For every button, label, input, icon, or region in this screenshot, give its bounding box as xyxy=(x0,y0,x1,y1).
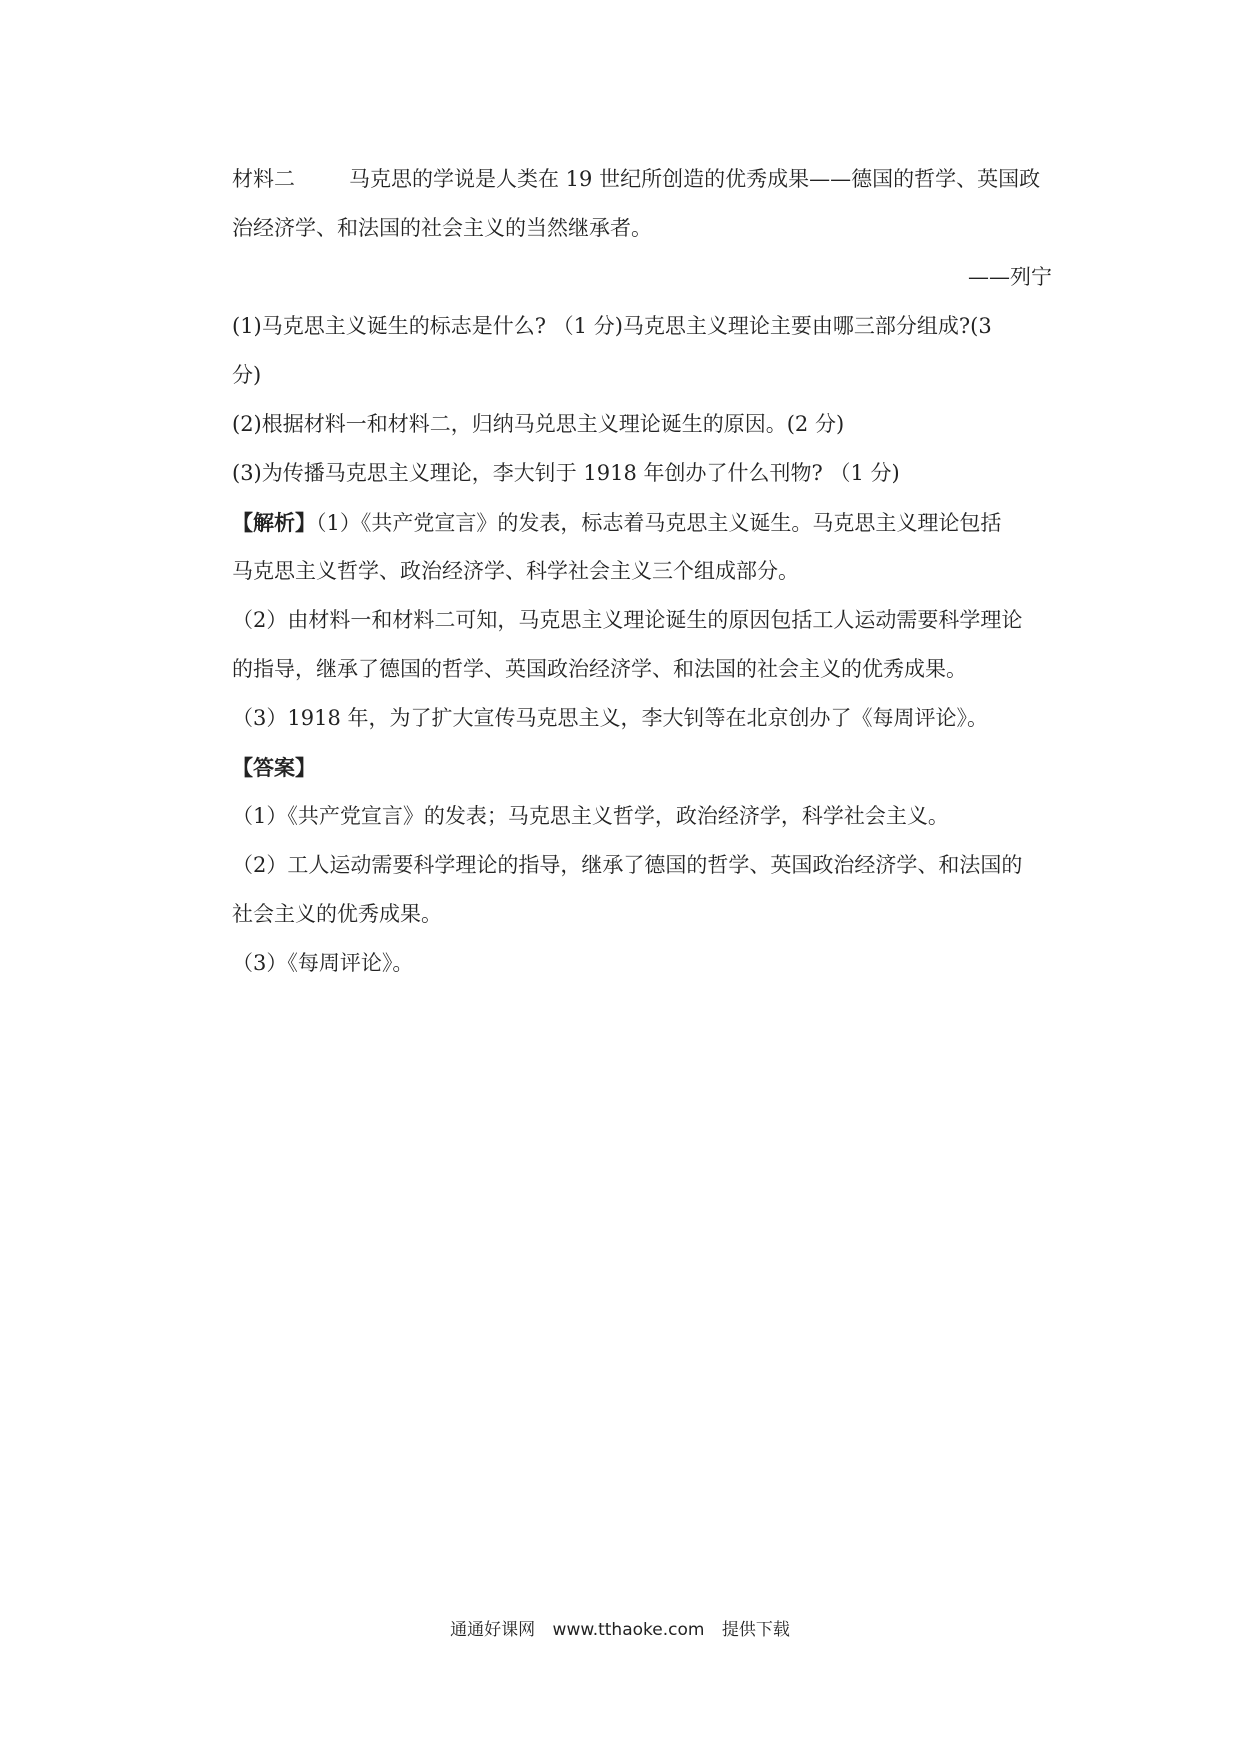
analysis-p3: （3）1918 年，为了扩大宣传马克思主义，李大钊等在北京创办了《每周评论》。 xyxy=(232,706,988,730)
analysis-p2-line2: 的指导，继承了德国的哲学、英国政治经济学、和法国的社会主义的优秀成果。 xyxy=(232,657,967,681)
answer-a2-line1: （2）工人运动需要科学理论的指导，继承了德国的哲学、英国政治经济学、和法国的 xyxy=(232,853,1023,877)
material2-text-line1: 马克思的学说是人类在 19 世纪所创造的优秀成果——德国的哲学、英国政 xyxy=(349,167,1041,191)
footer-url[interactable]: www.tthaoke.com xyxy=(552,1620,705,1640)
footer-site-name: 通通好课网 xyxy=(450,1620,536,1640)
analysis-p1-line1 xyxy=(232,498,1052,547)
answer-a1: （1）《共产党宣言》的发表；马克思主义哲学，政治经济学，科学社会主义。 xyxy=(232,804,949,828)
analysis-heading: 【解析】 xyxy=(232,510,316,535)
question1-line1: (1)马克思主义诞生的标志是什么? （1 分)马克思主义理论主要由哪三部分组成?(3 xyxy=(232,314,992,338)
analysis-p2-line1: （2）由材料一和材料二可知，马克思主义理论诞生的原因包括工人运动需要科学理论 xyxy=(232,608,1023,632)
analysis-p1-line2: 马克思主义哲学、政治经济学、科学社会主义三个组成部分。 xyxy=(232,559,799,583)
material2-label: 材料二 xyxy=(232,167,295,191)
question3: (3)为传播马克思主义理论，李大钊于 1918 年创办了什么刊物? （1 分) xyxy=(232,461,900,485)
answer-heading: 【答案】 xyxy=(232,755,316,780)
document-body xyxy=(232,155,1052,988)
material2-attribution: ——列宁 xyxy=(968,265,1052,289)
analysis-p1-text: （1）《共产党宣言》的发表，标志着马克思主义诞生。马克思主义理论包括 xyxy=(316,511,1002,535)
material2-line2: 治经济学、和法国的社会主义的当然继承者。 xyxy=(232,216,652,240)
page-footer xyxy=(0,1618,1240,1642)
footer-action: 提供下载 xyxy=(721,1620,790,1640)
answer-a3: （3）《每周评论》。 xyxy=(232,951,414,975)
material2-line1 xyxy=(232,155,1052,204)
answer-a2-line2: 社会主义的优秀成果。 xyxy=(232,902,442,926)
question1-line2: 分) xyxy=(232,363,262,387)
question2: (2)根据材料一和材料二，归纳马兑思主义理论诞生的原因。(2 分) xyxy=(232,412,845,436)
